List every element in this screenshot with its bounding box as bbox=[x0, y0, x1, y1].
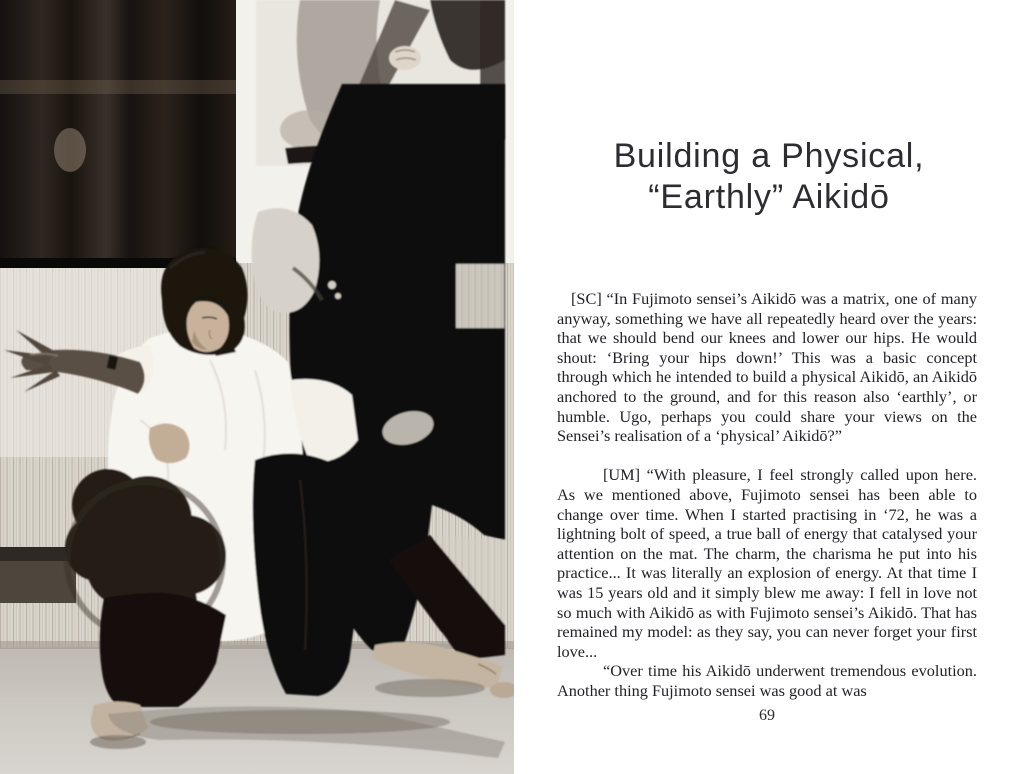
chapter-title-line1: Building a Physical, bbox=[613, 137, 925, 175]
paragraph-um-continued: “Over time his Aikidō underwent tremendous evolution. Another thing Fujimoto sensei was good at was bbox=[557, 661, 977, 700]
right-page bbox=[514, 0, 1024, 774]
paragraph-sc: [SC] “In Fujimoto sensei’s Aikidō was a matrix, one of many anyway, something we have all repeatedly heard over the years: that we should bend our knees and lower our hips. He would shout: ‘Bring your hips down!’ This was a basic concept through which he intended to build a physical Aikidō, an Aikidō anchored to the ground, and for this reason also ‘earthly’, or humble. Ugo, perhaps you could share your views on the Sensei’s realisation of a ‘physical’ Aikidō?” bbox=[557, 289, 977, 446]
paragraph-um: [UM] “With pleasure, I feel strongly called upon here. As we mentioned above, Fujimoto sensei has been able to change over time. When I started practising in ‘72, he was a lightning bolt of speed, a true ball of energy that catalysed your attention on the mat. The charm, the charisma he put into his practice... It was literally an explosion of energy. At that time I was 15 years old and it simply blew me away: I fell in love not so much with Aikidō as with Fujimoto sensei’s Aikidō. That has remained my model: as they say, you can never forget your first love... bbox=[557, 465, 977, 661]
page-number: 69 bbox=[759, 707, 775, 724]
chapter-title bbox=[514, 136, 1024, 218]
chapter-title-line2: “Earthly” Aikidō bbox=[648, 178, 890, 216]
body-text bbox=[557, 289, 977, 700]
